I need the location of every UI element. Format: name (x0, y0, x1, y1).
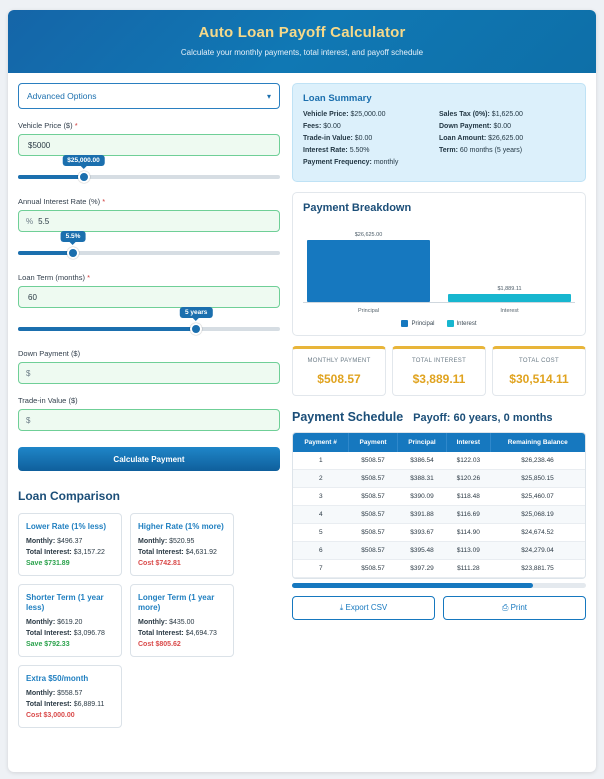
cell-remaining-balance: $23,881.75 (490, 560, 585, 578)
payment-breakdown-title: Payment Breakdown (303, 202, 412, 214)
cell-payment-number: 5 (293, 524, 349, 542)
comparison-monthly (138, 619, 226, 626)
scrollbar-thumb[interactable] (292, 583, 533, 588)
summary-item (439, 123, 575, 130)
summary-item-value: $1,625.00 (491, 111, 523, 118)
comparison-monthly (138, 538, 226, 545)
schedule-table (293, 433, 585, 578)
down-payment-label: Down Payment ($) (18, 349, 81, 358)
stat-value: $30,514.11 (509, 372, 569, 386)
comparison-interest-label: Total Interest: (138, 549, 184, 556)
cell-interest: $113.09 (447, 542, 491, 560)
required-marker: * (102, 197, 106, 206)
comparison-monthly-value: $435.00 (169, 619, 195, 626)
comparison-interest (26, 549, 114, 556)
stats-row (292, 346, 586, 396)
vehicle-price-input[interactable] (26, 140, 272, 151)
cell-remaining-balance: $25,068.19 (490, 506, 585, 524)
cell-interest: $111.28 (447, 560, 491, 578)
summary-item-label: Trade-in Value: (303, 135, 353, 142)
summary-item-value: $25,000.00 (350, 111, 386, 118)
table-row (293, 506, 585, 524)
required-marker: * (87, 273, 90, 282)
stat-monthly-payment (292, 346, 386, 396)
comparison-interest (138, 630, 226, 637)
cell-payment-number: 3 (293, 488, 349, 506)
schedule-payoff: Payoff: 60 years, 0 months (413, 412, 553, 424)
cell-remaining-balance: $25,460.07 (490, 488, 585, 506)
page-header (8, 10, 596, 73)
summary-item-label: Payment Frequency: (303, 159, 372, 166)
slider-thumb[interactable] (67, 247, 79, 259)
dollar-prefix: $ (26, 415, 31, 425)
stat-label: TOTAL INTEREST (411, 358, 467, 364)
chart-bar (307, 240, 430, 302)
chart-axis (303, 302, 575, 303)
cell-principal: $397.29 (397, 560, 446, 578)
comparison-interest-label: Total Interest: (26, 630, 72, 637)
summary-item-value: $0.00 (323, 123, 341, 130)
export-csv-button[interactable]: ⤓ Export CSV (292, 596, 435, 620)
schedule-table-body (293, 452, 585, 578)
down-payment-input[interactable] (33, 368, 272, 379)
page-body (8, 73, 596, 738)
payment-breakdown-chart (303, 224, 575, 316)
slider-fill (18, 251, 73, 255)
comparison-monthly-value: $619.20 (57, 619, 83, 626)
down-payment-input-wrap[interactable] (18, 362, 280, 384)
cell-interest: $116.69 (447, 506, 491, 524)
comparison-card-title: Higher Rate (1% more) (138, 522, 224, 531)
cell-remaining-balance: $24,674.52 (490, 524, 585, 542)
summary-item (439, 135, 575, 142)
cell-payment-number: 2 (293, 470, 349, 488)
comparison-monthly-label: Monthly: (138, 538, 168, 545)
cell-payment-number: 4 (293, 506, 349, 524)
comparison-card-title: Extra $50/month (26, 674, 89, 683)
summary-item (303, 135, 439, 142)
schedule-header (292, 410, 586, 424)
interest-rate-input[interactable] (36, 216, 272, 227)
cell-payment: $508.57 (349, 470, 398, 488)
column-header-payment-number[interactable]: Payment # (293, 433, 349, 452)
legend-item-interest (447, 320, 477, 327)
summary-item-label: Term: (439, 147, 458, 154)
loan-summary-panel (292, 83, 586, 182)
comparison-interest (26, 630, 114, 637)
dollar-prefix: $ (26, 368, 31, 378)
vehicle-price-slider[interactable] (18, 157, 280, 185)
cell-payment: $508.57 (349, 542, 398, 560)
comparison-card-title: Longer Term (1 year more) (138, 593, 215, 612)
interest-rate-input-wrap[interactable] (18, 210, 280, 232)
comparison-interest-label: Total Interest: (26, 701, 72, 708)
cell-principal: $386.54 (397, 452, 446, 470)
loan-term-label-text: Loan Term (months) (18, 273, 85, 282)
trade-in-input[interactable] (33, 415, 272, 426)
vehicle-price-input-wrap[interactable] (18, 134, 280, 156)
cell-interest: $114.90 (447, 524, 491, 542)
cell-remaining-balance: $26,238.46 (490, 452, 585, 470)
comparison-interest-value: $4,694.73 (185, 630, 217, 637)
loan-comparison-grid (18, 513, 280, 728)
comparison-card[interactable] (18, 584, 122, 657)
cell-payment-number: 6 (293, 542, 349, 560)
table-row (293, 560, 585, 578)
field-interest-rate (18, 197, 280, 261)
cell-remaining-balance: $25,850.15 (490, 470, 585, 488)
comparison-interest (138, 549, 226, 556)
loan-term-input-wrap[interactable] (18, 286, 280, 308)
schedule-table-head (293, 433, 585, 452)
cell-payment: $508.57 (349, 452, 398, 470)
stat-value: $508.57 (317, 372, 361, 386)
column-header-principal[interactable]: Principal (397, 433, 446, 452)
summary-item-value: 5.50% (349, 147, 370, 154)
print-button[interactable]: ⎙ Print (443, 596, 586, 620)
table-row (293, 452, 585, 470)
summary-item (303, 111, 439, 118)
slider-fill (18, 175, 84, 179)
comparison-interest-value: $3,096.78 (73, 630, 105, 637)
payment-breakdown-panel (292, 192, 586, 336)
comparison-monthly-label: Monthly: (26, 619, 56, 626)
stat-value: $3,889.11 (412, 372, 466, 386)
stat-label: TOTAL COST (519, 358, 559, 364)
table-row (293, 542, 585, 560)
comparison-monthly-label: Monthly: (26, 690, 56, 697)
stat-label: MONTHLY PAYMENT (307, 358, 371, 364)
comparison-monthly-label: Monthly: (138, 619, 168, 626)
page-title: Auto Loan Payoff Calculator (198, 24, 406, 41)
column-header-interest[interactable]: Interest (447, 433, 491, 452)
stat-total-cost (492, 346, 586, 396)
cell-interest: $122.03 (447, 452, 491, 470)
slider-thumb[interactable] (78, 171, 90, 183)
advanced-options-select[interactable] (18, 83, 280, 109)
summary-item-label: Down Payment: (439, 123, 492, 130)
legend-swatch (401, 320, 408, 327)
form-column (18, 83, 280, 728)
legend-swatch (447, 320, 454, 327)
comparison-monthly (26, 538, 114, 545)
calculate-payment-button[interactable]: Calculate Payment (18, 447, 280, 471)
loan-term-input[interactable] (26, 292, 272, 303)
trade-in-label: Trade-in Value ($) (18, 396, 78, 405)
summary-item-value: $0.00 (354, 135, 373, 142)
loan-term-label (18, 273, 280, 282)
comparison-monthly-value: $558.57 (57, 690, 83, 697)
summary-item-label: Interest Rate: (303, 147, 348, 154)
schedule-title: Payment Schedule (292, 410, 404, 424)
cell-interest: $120.26 (447, 470, 491, 488)
calculator-card (8, 10, 596, 772)
chart-bar-interest (448, 286, 571, 302)
comparison-monthly-value: $520.95 (169, 538, 195, 545)
schedule-actions (292, 596, 586, 620)
summary-item-value: monthly (373, 159, 399, 166)
comparison-card[interactable] (130, 513, 234, 576)
trade-in-input-wrap[interactable] (18, 409, 280, 431)
summary-item-label: Loan Amount: (439, 135, 487, 142)
table-row (293, 470, 585, 488)
summary-item (303, 159, 439, 166)
field-down-payment (18, 349, 280, 384)
summary-item-label: Sales Tax (0%): (439, 111, 490, 118)
comparison-delta: Cost $805.62 (138, 641, 181, 648)
loan-term-slider[interactable] (18, 309, 280, 337)
loan-term-bubble: 5 years (180, 307, 212, 318)
cell-principal: $390.09 (397, 488, 446, 506)
summary-item (439, 147, 575, 154)
chart-legend (303, 320, 575, 327)
comparison-card-title: Shorter Term (1 year less) (26, 593, 104, 612)
required-marker: * (74, 121, 78, 130)
schedule-table-wrap (292, 432, 586, 579)
summary-item-value: 60 months (5 years) (459, 147, 523, 154)
column-header-remaining-balance[interactable]: Remaining Balance (490, 433, 585, 452)
comparison-monthly (26, 619, 114, 626)
summary-item (439, 111, 575, 118)
comparison-delta: Save $731.89 (26, 560, 70, 567)
cell-payment-number: 7 (293, 560, 349, 578)
summary-item-value: $0.00 (493, 123, 511, 130)
results-column (292, 83, 586, 728)
chart-bar (448, 294, 571, 302)
advanced-options-label: Advanced Options (27, 91, 97, 101)
legend-label: Principal (411, 320, 435, 327)
cell-payment: $508.57 (349, 488, 398, 506)
comparison-card[interactable] (18, 665, 122, 728)
cell-payment: $508.57 (349, 524, 398, 542)
comparison-monthly (26, 690, 114, 697)
chart-category-label: Principal (357, 308, 380, 314)
summary-item-value: $26,625.00 (488, 135, 524, 142)
comparison-delta: Cost $3,000.00 (26, 712, 75, 719)
interest-rate-label-text: Annual Interest Rate (%) (18, 197, 101, 206)
comparison-delta: Cost $742.81 (138, 560, 181, 567)
chevron-down-icon: ▾ (266, 91, 271, 101)
comparison-interest-value: $4,631.92 (185, 549, 217, 556)
vehicle-price-label-text: Vehicle Price ($) (18, 121, 73, 130)
cell-principal: $395.48 (397, 542, 446, 560)
cell-principal: $391.88 (397, 506, 446, 524)
percent-prefix: % (26, 216, 34, 226)
cell-payment-number: 1 (293, 452, 349, 470)
chart-category-labels (303, 308, 575, 314)
cell-payment: $508.57 (349, 506, 398, 524)
comparison-card[interactable] (130, 584, 234, 657)
interest-rate-bubble: 5.5% (61, 231, 86, 242)
interest-rate-slider[interactable] (18, 233, 280, 261)
cell-payment: $508.57 (349, 560, 398, 578)
comparison-interest-label: Total Interest: (138, 630, 184, 637)
comparison-interest-value: $6,889.11 (73, 701, 105, 708)
legend-item-principal (401, 320, 434, 327)
table-row (293, 488, 585, 506)
summary-item-label: Fees: (303, 123, 322, 130)
cell-principal: $393.67 (397, 524, 446, 542)
chart-bar-principal (307, 232, 430, 302)
field-trade-in (18, 396, 280, 431)
comparison-monthly-label: Monthly: (26, 538, 56, 545)
slider-thumb[interactable] (190, 323, 202, 335)
chart-bars (303, 224, 575, 302)
comparison-interest (26, 701, 114, 708)
chart-bar-label: $1,889.11 (497, 286, 522, 292)
chart-category-label: Interest (500, 308, 519, 314)
comparison-interest-label: Total Interest: (26, 549, 72, 556)
field-vehicle-price (18, 121, 280, 185)
stat-total-interest (392, 346, 486, 396)
summary-item (303, 147, 439, 154)
vehicle-price-label (18, 121, 280, 130)
summary-item (303, 123, 439, 130)
comparison-delta: Save $792.33 (26, 641, 70, 648)
page-subtitle: Calculate your monthly payments, total interest, and payoff schedule (180, 48, 424, 57)
cell-interest: $118.48 (447, 488, 491, 506)
table-row (293, 524, 585, 542)
loan-summary-title: Loan Summary (303, 93, 372, 104)
interest-rate-label (18, 197, 280, 206)
comparison-interest-value: $3,157.22 (73, 549, 105, 556)
loan-comparison-title: Loan Comparison (18, 489, 121, 503)
cell-remaining-balance: $24,279.04 (490, 542, 585, 560)
slider-fill (18, 327, 196, 331)
cell-principal: $388.31 (397, 470, 446, 488)
loan-summary-grid (303, 111, 575, 171)
comparison-monthly-value: $496.37 (57, 538, 83, 545)
comparison-card[interactable] (18, 513, 122, 576)
schedule-horizontal-scrollbar[interactable] (292, 583, 586, 588)
vehicle-price-bubble: $25,000.00 (62, 155, 105, 166)
legend-label: Interest (456, 320, 477, 327)
chart-bar-label: $26,625.00 (354, 232, 383, 238)
summary-item-label: Vehicle Price: (303, 111, 349, 118)
column-header-payment[interactable]: Payment (349, 433, 398, 452)
table-header-row (293, 433, 585, 452)
field-loan-term (18, 273, 280, 337)
comparison-card-title: Lower Rate (1% less) (26, 522, 107, 531)
